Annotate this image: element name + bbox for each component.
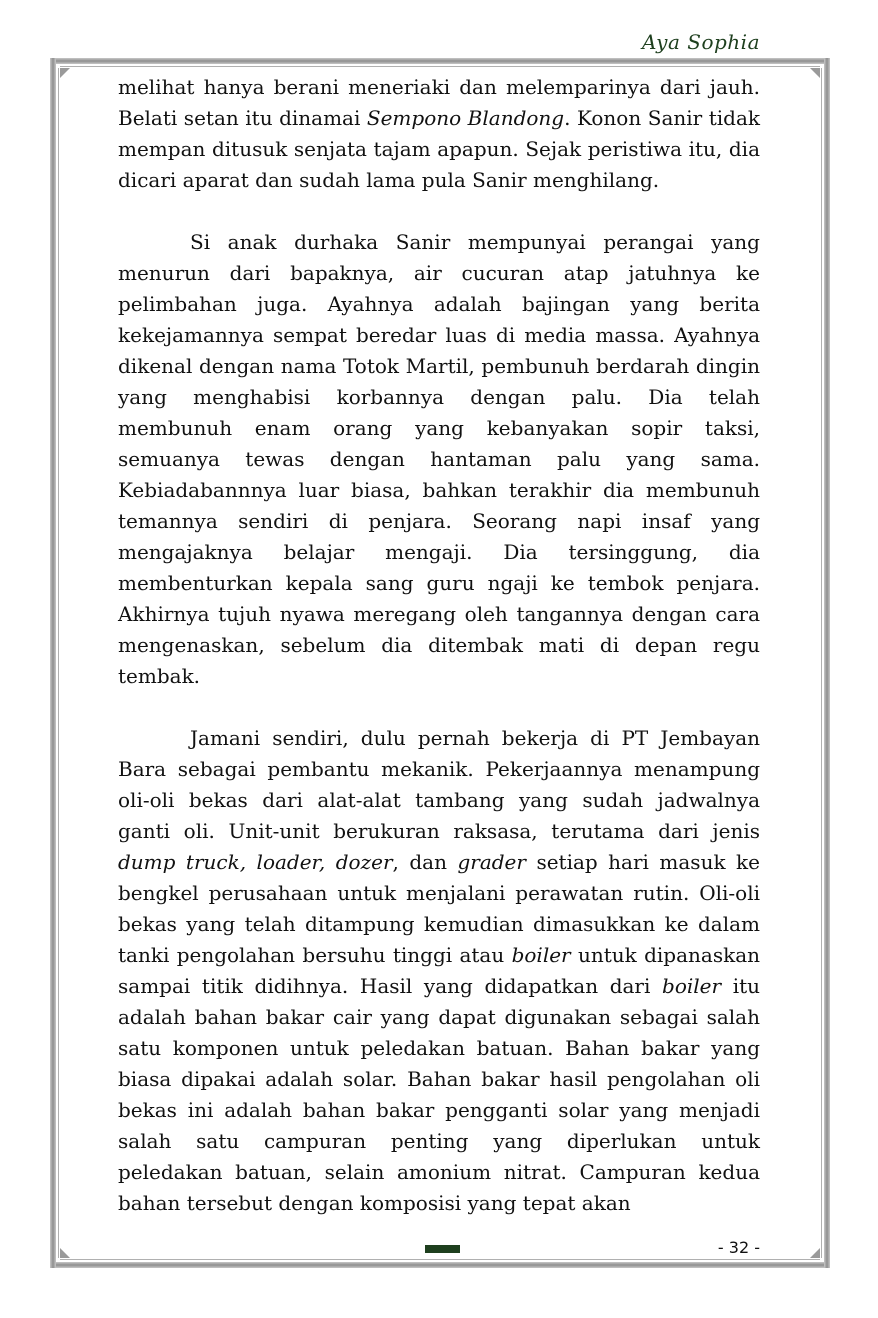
corner-ornament-top-right [810, 68, 820, 78]
text-run: melihat hanya berani meneriaki dan melemparinya dari jauh. Belati setan itu dinamai [118, 75, 760, 130]
text-run: Si anak durhaka Sanir mempunyai perangai yang menurun dari bapaknya, air cucuran atap jatuhnya ke pelimbahan juga. Ayahnya adalah bajingan yang berita kekejamannya sempat beredar luas di media massa. Ayahnya dikenal dengan nama Totok Martil, pembunuh berdarah dingin yang menghabisi korbannya dengan palu. Dia telah membunuh enam orang yang kebanyakan sopir taksi, semuanya tewas dengan hantaman palu yang sama. Kebiadabannnya luar biasa, bahkan terakhir dia membunuh temannya sendiri di penjara. Seorang napi insaf yang mengajaknya belajar mengaji. Dia tersinggung, dia membenturkan kepala sang guru ngaji ke tembok penjara. Akhirnya tujuh nyawa meregang oleh tangannya dengan cara mengenaskan, sebelum dia ditembak mati di depan regu tembak. [118, 230, 760, 688]
corner-ornament-top-left [60, 68, 70, 78]
border-inner-top [60, 66, 820, 67]
body-text [118, 72, 760, 1219]
border-top [50, 58, 830, 64]
paragraph-2 [118, 227, 760, 692]
italic-term: Sempono Blandong [366, 106, 565, 130]
text-run: . Konon Sanir tidak mempan ditusuk senjata tajam apapun. Sejak peristiwa itu, dia dicari aparat dan sudah lama pula Sanir menghilang. [118, 106, 760, 192]
text-run: setiap hari masuk ke bengkel perusahaan untuk menjalani perawatan rutin. Oli-oli bekas yang telah ditampung kemudian dimasukkan ke dalam tanki pengolahan bersuhu tinggi atau [118, 850, 760, 967]
border-left [50, 58, 56, 1268]
italic-term: dump truck, loader, dozer [118, 850, 393, 874]
corner-ornament-bottom-left [60, 1248, 70, 1258]
paragraph-3 [118, 723, 760, 1219]
corner-ornament-bottom-right [810, 1248, 820, 1258]
text-run: itu adalah bahan bakar cair yang dapat digunakan sebagai salah satu komponen untuk peledakan batuan. Bahan bakar yang biasa dipakai adalah solar. Bahan bakar hasil pengolahan oli bekas ini adalah bahan bakar pengganti solar yang menjadi salah satu campuran penting yang diperlukan untuk peledakan batuan, selain amonium nitrat. Campuran kedua bahan tersebut dengan komposisi yang tepat akan [118, 974, 761, 1215]
italic-term: boiler [511, 943, 571, 967]
paragraph-1 [118, 72, 760, 196]
page-number: - 32 - [717, 1238, 760, 1257]
text-run: Jamani sendiri, dulu pernah bekerja di PT Jembayan Bara sebagai pembantu mekanik. Pekerjaannya menampung oli-oli bekas dari alat-alat tambang yang sudah jadwalnya ganti oli. Unit-unit berukuran raksasa, terutama dari jenis [118, 726, 760, 843]
footer-ornament [425, 1245, 460, 1253]
border-inner-right [821, 68, 822, 1258]
text-run: untuk dipanaskan sampai titik didihnya. Hasil yang didapatkan dari [118, 943, 761, 998]
text-run: , dan [392, 850, 458, 874]
border-bottom [50, 1262, 830, 1268]
border-inner-left [58, 68, 59, 1258]
border-right [824, 58, 830, 1268]
italic-term: boiler [662, 974, 722, 998]
running-header-title: Aya Sophia [642, 30, 760, 54]
italic-term: grader [457, 850, 526, 874]
border-inner-bottom [60, 1259, 820, 1260]
